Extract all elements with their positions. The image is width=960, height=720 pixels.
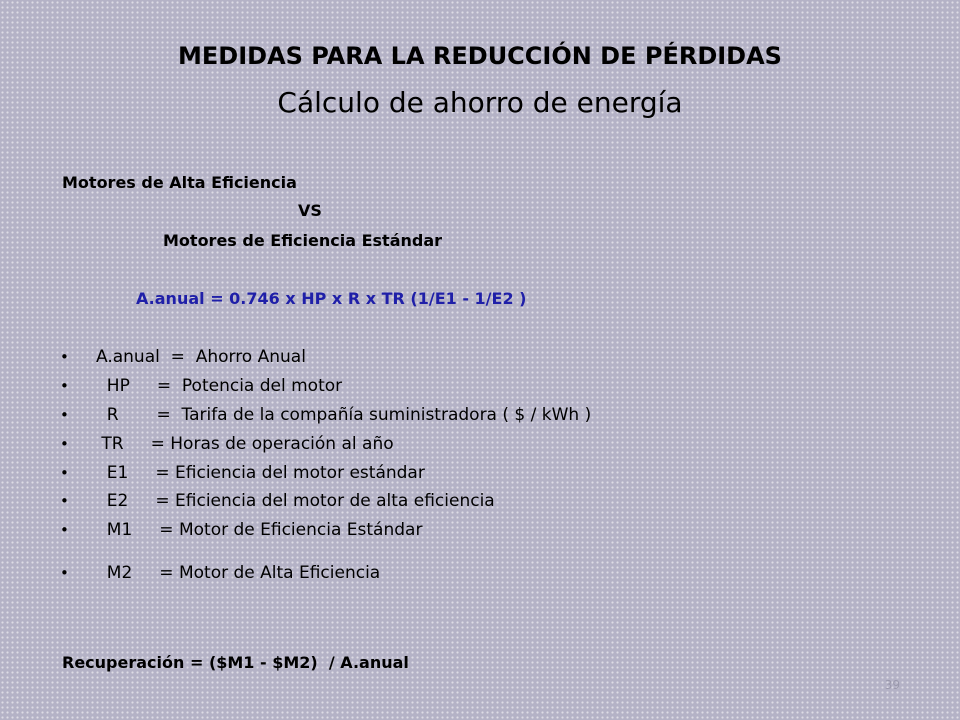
definition-text: M2 = Motor de Alta Eficiencia — [96, 563, 381, 583]
heading-high-efficiency: Motores de Alta Eficiencia — [62, 173, 297, 192]
bullet-icon: • — [60, 521, 69, 539]
definition-text: TR = Horas de operación al año — [96, 434, 394, 454]
bullet-icon: • — [60, 464, 69, 482]
slide-title: MEDIDAS PARA LA REDUCCIÓN DE PÉRDIDAS — [178, 42, 782, 70]
payback-formula: Recuperación = ($M1 - $M2) / A.anual — [62, 653, 409, 672]
bullet-icon: • — [60, 435, 69, 453]
heading-vs: VS — [298, 201, 322, 220]
definition-text: HP = Potencia del motor — [96, 376, 343, 396]
definition-text: A.anual = Ahorro Anual — [96, 347, 306, 367]
formula: A.anual = 0.746 x HP x R x TR (1/E1 - 1/E2 ) — [136, 289, 527, 308]
list-item — [60, 562, 381, 650]
heading-standard-efficiency: Motores de Eficiencia Estándar — [163, 231, 443, 250]
page-number: 39 — [884, 678, 900, 692]
definition-text: E1 = Eficiencia del motor estándar — [96, 463, 425, 483]
bullet-icon: • — [60, 492, 69, 510]
bullet-icon: • — [60, 377, 69, 395]
definition-text: R = Tarifa de la compañía suministradora ( $ / kWh ) — [96, 405, 592, 425]
bullet-icon: • — [60, 348, 69, 366]
definition-text: E2 = Eficiencia del motor de alta eficiencia — [96, 491, 495, 511]
definition-text: M1 = Motor de Eficiencia Estándar — [96, 520, 423, 540]
bullet-icon: • — [60, 406, 69, 424]
bullet-icon: • — [60, 564, 69, 582]
slide-subtitle: Cálculo de ahorro de energía — [277, 86, 683, 119]
